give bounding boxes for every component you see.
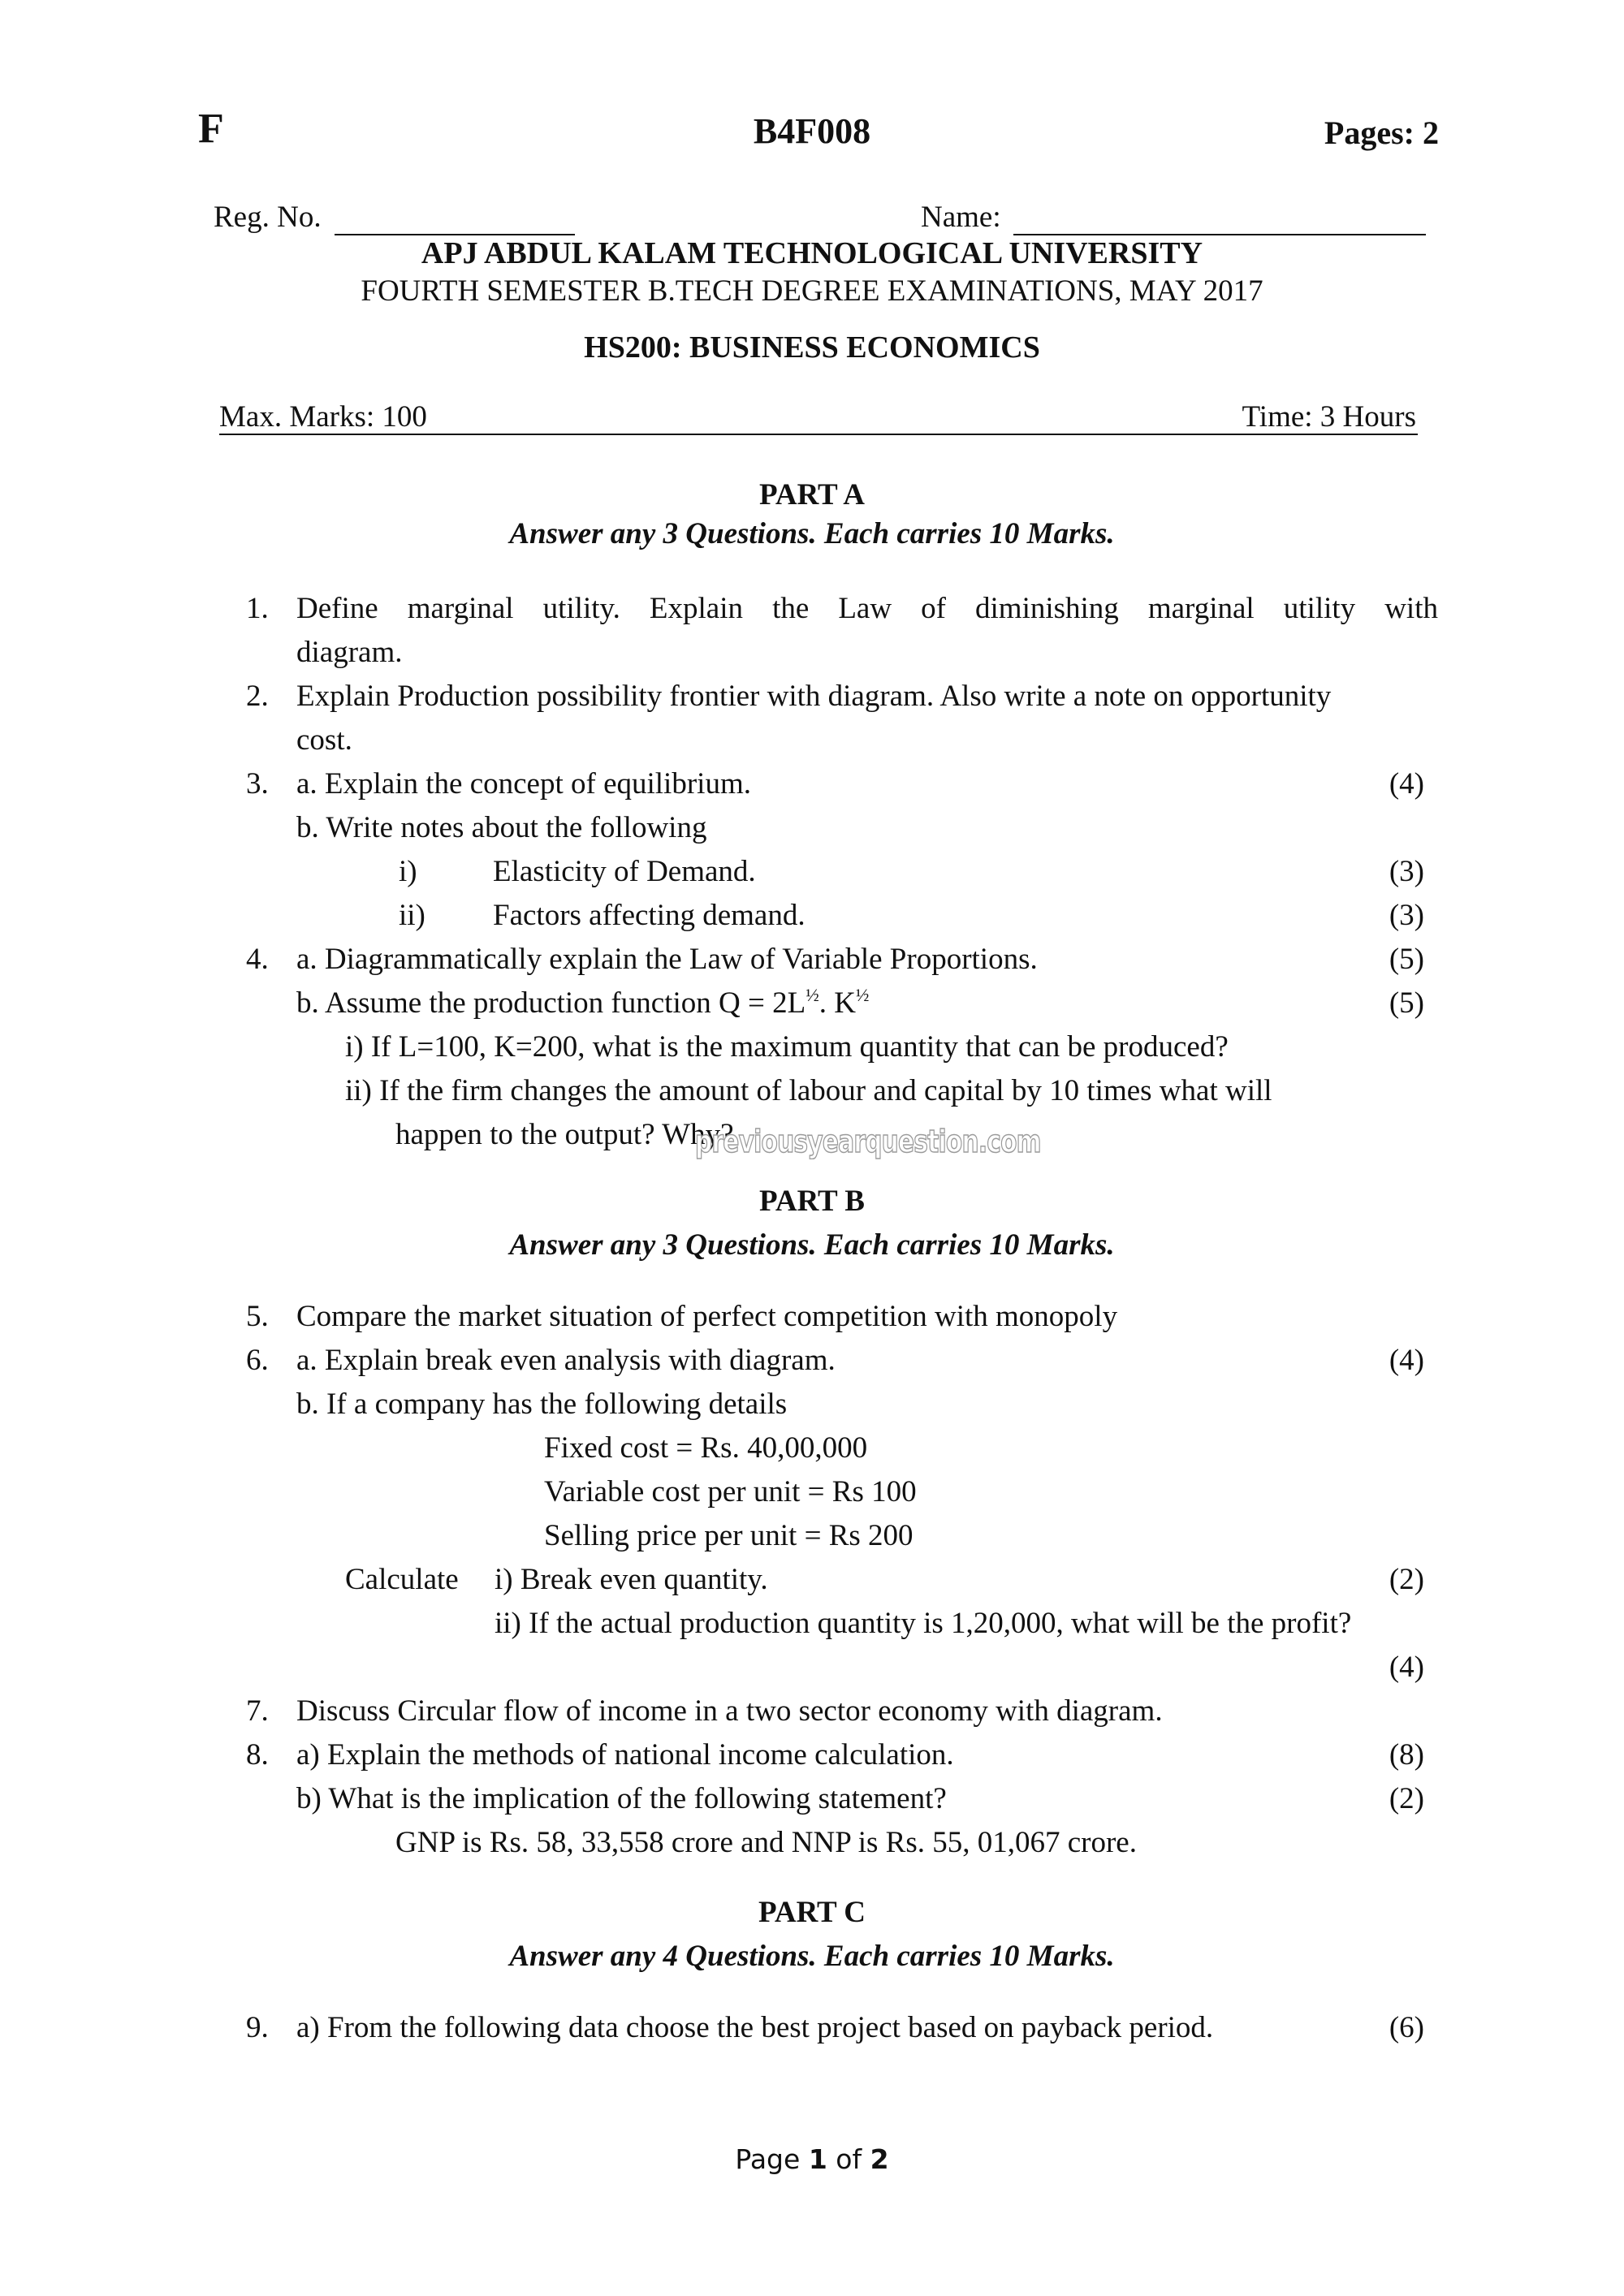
q6b-calculate-label: Calculate [345,1563,459,1596]
q5-text: Compare the market situation of perfect competition with monopoly [296,1300,1118,1333]
header-rule [219,434,1418,435]
q4b-ii-text-line1: ii) If the firm changes the amount of labour and capital by 10 times what will [345,1074,1272,1107]
q3b-i-marks: (3) [1389,855,1424,888]
q4b-mid: . K [818,986,856,1020]
q4b-exponent-k: ½ [855,985,870,1005]
q6b-ii-text: ii) If the actual production quantity is 1,20,000, what will be the profit? [495,1607,1352,1640]
q4b-prefix: b. Assume the production function Q = 2L [296,986,806,1020]
q3b-ii-number: ii) [399,899,425,932]
q4b-ii-text-line2: happen to the output? Why? [395,1118,734,1151]
q2-text-line2: cost. [296,723,352,757]
q8a-text: a) Explain the methods of national income calculation. [296,1738,954,1772]
q4a-text: a. Diagrammatically explain the Law of Variable Proportions. [296,943,1038,976]
exam-title: FOURTH SEMESTER B.TECH DEGREE EXAMINATIONS, MAY 2017 [361,274,1263,308]
q3-number: 3. [246,767,269,801]
q3b-ii-marks: (3) [1389,899,1424,932]
part-c-title: PART C [758,1896,866,1929]
q9-number: 9. [246,2011,269,2044]
current-page: 1 [808,2143,827,2175]
q4a-marks: (5) [1389,943,1424,976]
university-name: APJ ABDUL KALAM TECHNOLOGICAL UNIVERSITY [421,236,1203,270]
q6a-text: a. Explain break even analysis with diagram. [296,1344,836,1377]
q4b-marks: (5) [1389,986,1424,1020]
q6b-text: b. If a company has the following details [296,1388,788,1421]
q6b-fixed-cost: Fixed cost = Rs. 40,00,000 [544,1431,868,1465]
q4b-text [296,986,869,1021]
q3b-i-number: i) [399,855,417,888]
q7-text: Discuss Circular flow of income in a two sector economy with diagram. [296,1694,1163,1728]
part-b-title: PART B [759,1185,865,1218]
part-c-instruction: Answer any 4 Questions. Each carries 10 Marks. [509,1940,1115,1973]
q6b-ii-marks: (4) [1389,1651,1424,1684]
part-b-instruction: Answer any 3 Questions. Each carries 10 Marks. [509,1228,1115,1262]
q6b-i-marks: (2) [1389,1563,1424,1596]
q6b-variable-cost: Variable cost per unit = Rs 100 [544,1475,917,1508]
q1-text-line2: diagram. [296,636,403,669]
q4-number: 4. [246,943,269,976]
course-title: HS200: BUSINESS ECONOMICS [584,330,1040,365]
q6b-selling-price: Selling price per unit = Rs 200 [544,1519,914,1552]
part-a-instruction: Answer any 3 Questions. Each carries 10 Marks. [509,517,1115,550]
q4b-exponent-l: ½ [806,985,819,1005]
total-pages: 2 [870,2143,889,2175]
page-count: Pages: 2 [1324,114,1439,151]
q2-number: 2. [246,680,269,713]
q8-number: 8. [246,1738,269,1772]
page-word: Page [735,2143,801,2175]
paper-code: B4F008 [753,111,871,151]
q3a-text: a. Explain the concept of equilibrium. [296,767,751,801]
reg-no-label: Reg. No. [214,201,322,234]
q8b-statement: GNP is Rs. 58, 33,558 crore and NNP is Rs. 55, 01,067 crore. [395,1826,1137,1859]
q3b-ii-text: Factors affecting demand. [493,899,806,932]
q8a-marks: (8) [1389,1738,1424,1772]
q4b-i-text: i) If L=100, K=200, what is the maximum quantity that can be produced? [345,1030,1229,1064]
q7-number: 7. [246,1694,269,1728]
q8b-text: b) What is the implication of the following statement? [296,1782,947,1815]
q1-number: 1. [246,592,269,625]
q2-text-line1: Explain Production possibility frontier with diagram. Also write a note on opportunity [296,680,1332,713]
q6-number: 6. [246,1344,269,1377]
set-letter: F [198,106,224,152]
q9a-marks: (6) [1389,2011,1424,2044]
part-a-title: PART A [759,478,865,511]
q1-text-line1: Define marginal utility. Explain the Law of diminishing marginal utility with [296,592,1438,625]
of-word: of [836,2143,862,2175]
max-marks: Max. Marks: 100 [219,400,427,434]
q8b-marks: (2) [1389,1782,1424,1815]
watermark-logo: previousyearquestion.com [695,1124,1041,1159]
q5-number: 5. [246,1300,269,1333]
q3a-marks: (4) [1389,767,1424,801]
name-label: Name: [921,201,1001,234]
page-number [0,2143,1624,2176]
q9a-text: a) From the following data choose the best project based on payback period. [296,2011,1214,2044]
q6a-marks: (4) [1389,1344,1424,1377]
exam-time: Time: 3 Hours [1242,400,1416,434]
q3b-i-text: Elasticity of Demand. [493,855,756,888]
q6b-i-text: i) Break even quantity. [495,1563,768,1596]
q3b-text: b. Write notes about the following [296,811,707,844]
